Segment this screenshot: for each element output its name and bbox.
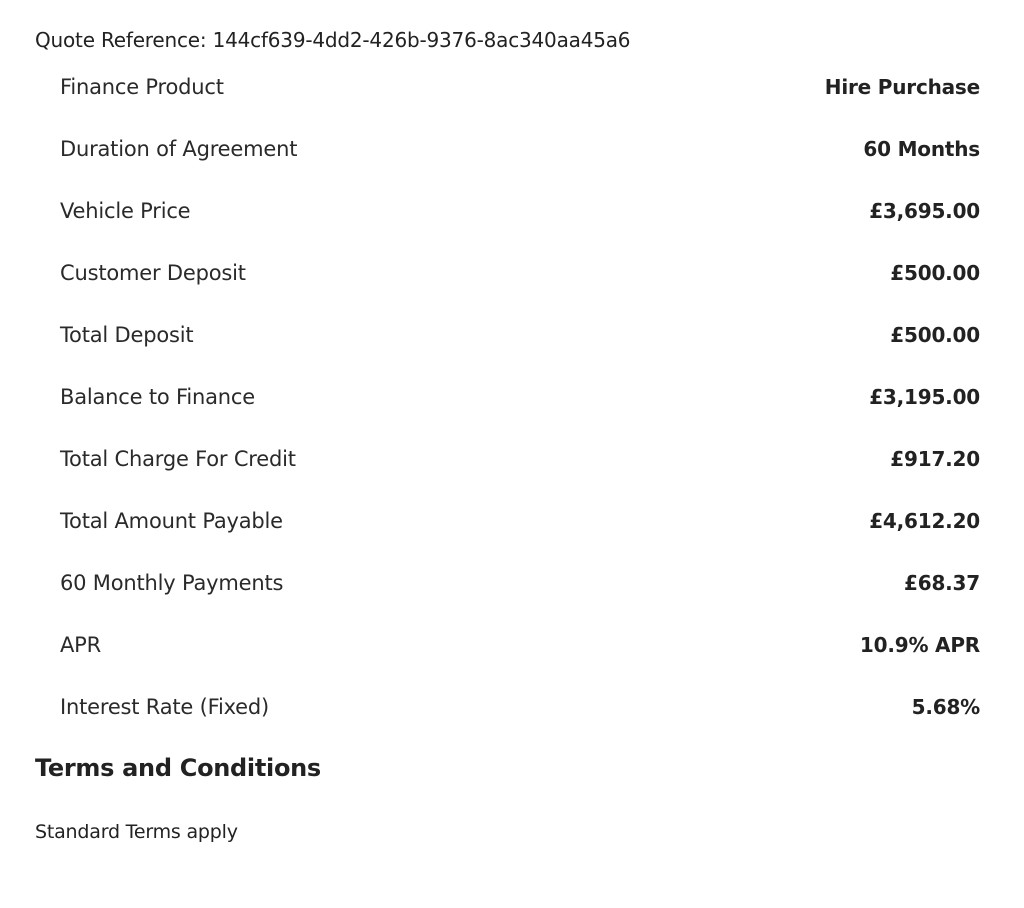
- terms-heading: Terms and Conditions: [35, 754, 321, 782]
- row-value: £500.00: [890, 323, 980, 347]
- row-value: £4,612.20: [869, 509, 980, 533]
- row-interest-rate: [60, 676, 980, 738]
- row-label: Balance to Finance: [60, 385, 255, 409]
- row-duration-of-agreement: [60, 118, 980, 180]
- row-value: £917.20: [890, 447, 980, 471]
- row-value: £3,195.00: [869, 385, 980, 409]
- row-label: 60 Monthly Payments: [60, 571, 284, 595]
- row-apr: [60, 614, 980, 676]
- row-total-charge-for-credit: [60, 428, 980, 490]
- row-value: £500.00: [890, 261, 980, 285]
- row-label: APR: [60, 633, 102, 657]
- row-label: Total Amount Payable: [60, 509, 283, 533]
- row-label: Customer Deposit: [60, 261, 246, 285]
- row-vehicle-price: [60, 180, 980, 242]
- row-balance-to-finance: [60, 366, 980, 428]
- row-customer-deposit: [60, 242, 980, 304]
- row-total-deposit: [60, 304, 980, 366]
- row-monthly-payments: [60, 552, 980, 614]
- row-label: Duration of Agreement: [60, 137, 298, 161]
- finance-summary-table: [60, 56, 980, 738]
- row-value: 60 Months: [863, 137, 980, 161]
- row-label: Finance Product: [60, 75, 224, 99]
- terms-text: Standard Terms apply: [35, 821, 238, 843]
- quote-reference: Quote Reference: 144cf639-4dd2-426b-9376-8ac340aa45a6: [35, 28, 631, 52]
- row-label: Interest Rate (Fixed): [60, 695, 270, 719]
- row-label: Total Charge For Credit: [60, 447, 296, 471]
- row-value: £68.37: [904, 571, 980, 595]
- row-value: Hire Purchase: [824, 75, 980, 99]
- row-label: Total Deposit: [60, 323, 194, 347]
- row-value: 5.68%: [911, 695, 980, 719]
- row-value: £3,695.00: [869, 199, 980, 223]
- row-label: Vehicle Price: [60, 199, 191, 223]
- row-value: 10.9% APR: [859, 633, 980, 657]
- row-finance-product: [60, 56, 980, 118]
- row-total-amount-payable: [60, 490, 980, 552]
